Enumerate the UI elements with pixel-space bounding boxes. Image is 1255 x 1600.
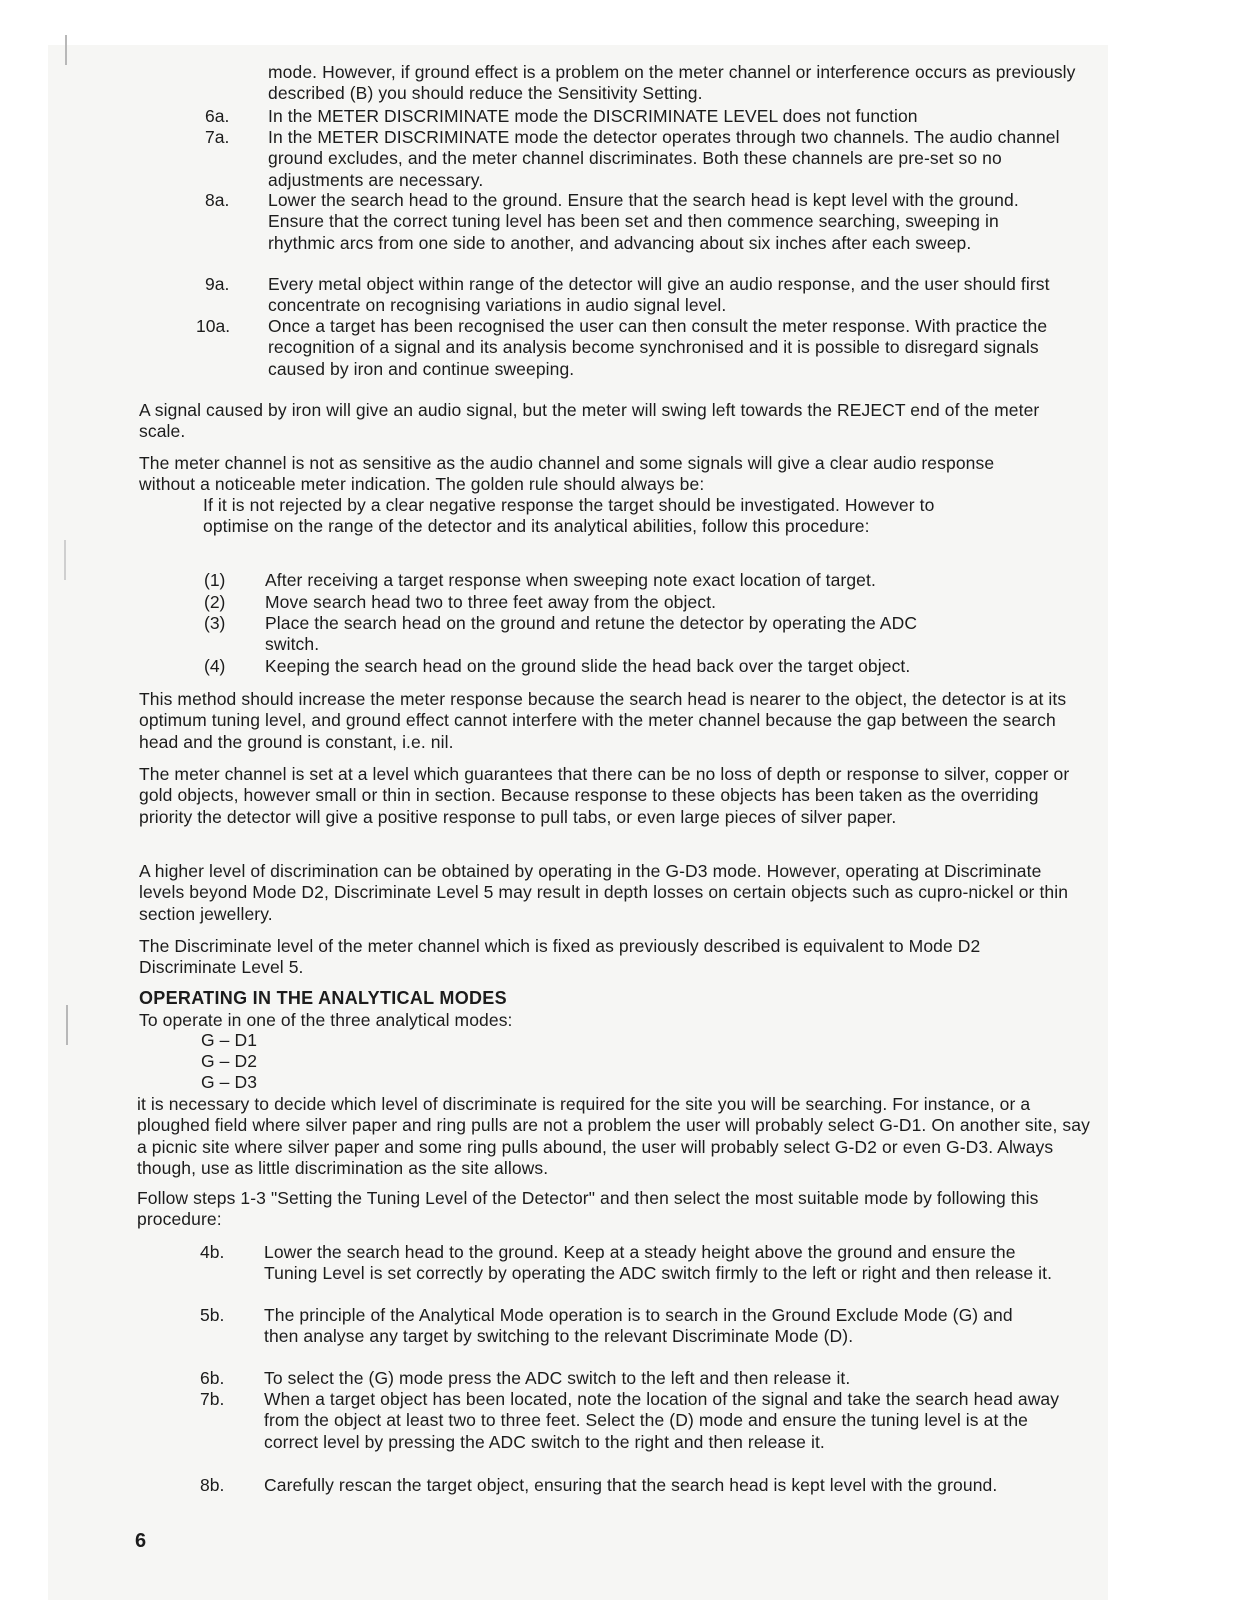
step-text: Lower the search head to the ground. Ensure that the search head is kept level with the ground. Ensure that the correct tuning level has been set and then commence searching, sweeping in rhythmic arcs from one side to another, and advancing about six inches after each sweep. (268, 190, 1019, 253)
mode-item: G – D3 (201, 1072, 258, 1092)
golden-rule: If it is not rejected by a clear negative response the target should be investigated. However to optimise on the range of the detector and its analytical abilities, follow this procedure: (203, 495, 935, 537)
procedure-text: Place the search head on the ground and retune the detector by operating the ADC switch. (265, 613, 918, 655)
scan-artifact-mark (66, 1005, 68, 1045)
paragraph: A signal caused by iron will give an audio signal, but the meter will swing left towards the REJECT end of the meter scale. (139, 400, 1040, 442)
step-number: 8b. (200, 1475, 225, 1495)
scan-artifact-mark (65, 35, 67, 65)
intro-continued: mode. However, if ground effect is a problem on the meter channel or interference occurs as previously described (B) you should reduce the Sensitivity Setting. (268, 62, 1076, 104)
procedure-text: After receiving a target response when sweeping note exact location of target. (265, 570, 876, 590)
paragraph: The meter channel is set at a level which guarantees that there can be no loss of depth or response to silver, copper or gold objects, however small or thin in section. Because response to these objects has been taken as the overriding priority the detector will give a positive response to pull tabs, or even large pieces of silver paper. (139, 764, 1070, 827)
step-number: 6b. (200, 1368, 225, 1388)
step-number: 7a. (205, 127, 230, 147)
paragraph: The Discriminate level of the meter channel which is fixed as previously described is equivalent to Mode D2 Discriminate Level 5. (139, 936, 981, 978)
paragraph: To operate in one of the three analytical modes: (139, 1010, 513, 1030)
procedure-text: Keeping the search head on the ground slide the head back over the target object. (265, 656, 911, 676)
mode-item: G – D2 (201, 1051, 258, 1071)
scan-artifact-mark (64, 540, 66, 580)
step-number: 9a. (205, 274, 230, 294)
procedure-number: (2) (204, 592, 226, 612)
mode-item: G – D1 (201, 1030, 258, 1050)
step-text: Every metal object within range of the detector will give an audio response, and the user should first concentrate on recognising variations in audio signal level. (268, 274, 1050, 316)
step-text: In the METER DISCRIMINATE mode the DISCRIMINATE LEVEL does not function (268, 106, 918, 126)
paragraph: Follow steps 1-3 "Setting the Tuning Level of the Detector" and then select the most suitable mode by following this procedure: (137, 1188, 1039, 1230)
paragraph: This method should increase the meter response because the search head is nearer to the object, the detector is at its optimum tuning level, and ground effect cannot interfere with the meter channel because the gap between the search head and the ground is constant, i.e. nil. (139, 689, 1067, 752)
step-number: 5b. (200, 1305, 225, 1325)
step-number: 8a. (205, 190, 230, 210)
step-number: 10a. (196, 316, 231, 336)
step-text: In the METER DISCRIMINATE mode the detector operates through two channels. The audio channel ground excludes, and the meter channel discriminates. Both these channels are pre-set so no adjustments are necessary. (268, 127, 1060, 190)
section-heading: OPERATING IN THE ANALYTICAL MODES (139, 988, 507, 1008)
procedure-text: Move search head two to three feet away from the object. (265, 592, 717, 612)
procedure-number: (3) (204, 613, 226, 633)
step-text: The principle of the Analytical Mode operation is to search in the Ground Exclude Mode (G) and then analyse any target by switching to the relevant Discriminate Mode (D). (264, 1305, 1013, 1347)
step-number: 7b. (200, 1389, 225, 1409)
step-number: 6a. (205, 106, 230, 126)
paragraph: A higher level of discrimination can be obtained by operating in the G-D3 mode. However, operating at Discriminate levels beyond Mode D2, Discriminate Level 5 may result in depth losses on certain objects such as cupro-nickel or thin section jewellery. (139, 861, 1069, 924)
step-text: Carefully rescan the target object, ensuring that the search head is kept level with the ground. (264, 1475, 998, 1495)
procedure-number: (1) (204, 570, 226, 590)
step-text: When a target object has been located, note the location of the signal and take the search head away from the object at least two to three feet. Select the (D) mode and ensure the tuning level is at the correct level by pressing the ADC switch to the right and then release it. (264, 1389, 1060, 1452)
page-number: 6 (135, 1530, 147, 1552)
paragraph: it is necessary to decide which level of discriminate is required for the site you will be searching. For instance, or a ploughed field where silver paper and ring pulls are not a problem the user will probably select G-D1. On another site, say a picnic site where silver paper and some ring pulls abound, the user will probably select G-D2 or even G-D3. Always though, use as little discrimination as the site allows. (137, 1094, 1090, 1178)
step-text: Lower the search head to the ground. Keep at a steady height above the ground and ensure the Tuning Level is set correctly by operating the ADC switch firmly to the left or right and then release it. (264, 1242, 1053, 1284)
step-text: Once a target has been recognised the user can then consult the meter response. With practice the recognition of a signal and its analysis become synchronised and it is possible to disregard signals caused by iron and continue sweeping. (268, 316, 1048, 379)
paragraph: The meter channel is not as sensitive as the audio channel and some signals will give a clear audio response without a noticeable meter indication. The golden rule should always be: (139, 453, 995, 495)
step-text: To select the (G) mode press the ADC switch to the left and then release it. (264, 1368, 851, 1388)
procedure-number: (4) (204, 656, 226, 676)
step-number: 4b. (200, 1242, 225, 1262)
